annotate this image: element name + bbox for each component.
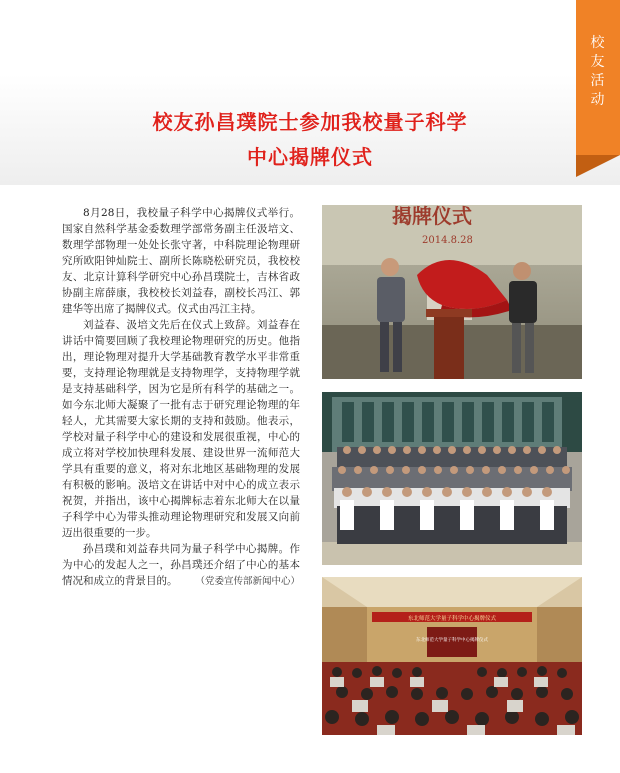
lecture-hall-photo — [322, 577, 582, 735]
section-tab-label — [576, 34, 620, 110]
ceremony-date-text: 2014.8.28 — [422, 235, 473, 246]
page-title-line-1: 校友孙昌璞院士参加我校量子科学 — [152, 110, 468, 134]
section-tab-char: 动 — [590, 92, 606, 108]
hall-screen-text: 东北师范大学量子科学中心揭牌仪式 — [416, 638, 488, 643]
unveiling-photo — [322, 205, 582, 379]
section-tab-char: 友 — [590, 54, 606, 70]
article-body — [62, 205, 300, 589]
ceremony-banner-text: 揭牌仪式 — [392, 205, 472, 228]
article-paragraph: 孙昌璞和刘益春共同为量子科学中心揭牌。作为中心的发起人之一，孙昌璞还介绍了中心的基本情况和成立的背景目的。 — [62, 543, 300, 587]
hall-banner-text: 东北师范大学量子科学中心揭牌仪式 — [407, 616, 497, 622]
section-tab-char: 校 — [590, 35, 606, 51]
section-tab-char: 活 — [590, 73, 606, 89]
page-title-line-2: 中心揭牌仪式 — [247, 145, 373, 169]
article-source: （党委宣传部新闻中心） — [195, 576, 300, 587]
article-paragraph: 8月28日，我校量子科学中心揭牌仪式举行。国家自然科学基金委数理学部常务副主任汲培文、数理学部物理一处处长张守著，中科院理论物理研究所欧阳钟灿院士、副所长陈晓松研究员，我校校友、北京计算科学研究中心孙昌璞院士，吉林省政协副主席薛康，我校校长刘益春，副校长冯江、郭建华等出席了揭牌仪式。仪式由冯江主持。 — [62, 207, 300, 315]
group-photo — [322, 392, 582, 565]
article-paragraph: 刘益春、汲培文先后在仪式上致辞。刘益春在讲话中简要回顾了我校理论物理研究的历史。他指出，理论物理对提升大学基础教育教学水平非常重要，支持理论物理就是支持物理学，支持物理学就是支持基础科学，因为它是所有科学的基础之一。如今东北师大凝聚了一批有志于研究理论物理的年轻人，尤其需要大家长期的支持和鼓励。他表示，学校对量子科学中心的建设和发展很重视，中心的成立将对学校加快理科发展、建设世界一流师范大学具有重要的意义，将对东北地区基础物理的发展有积极的影响。汲培文在讲话中对中心的成立表示祝贺，并指出，该中心揭牌标志着东北师大在以量子科学中心为带头推动理论物理研究和发展又向前迈出很重要的一步。 — [62, 319, 300, 539]
